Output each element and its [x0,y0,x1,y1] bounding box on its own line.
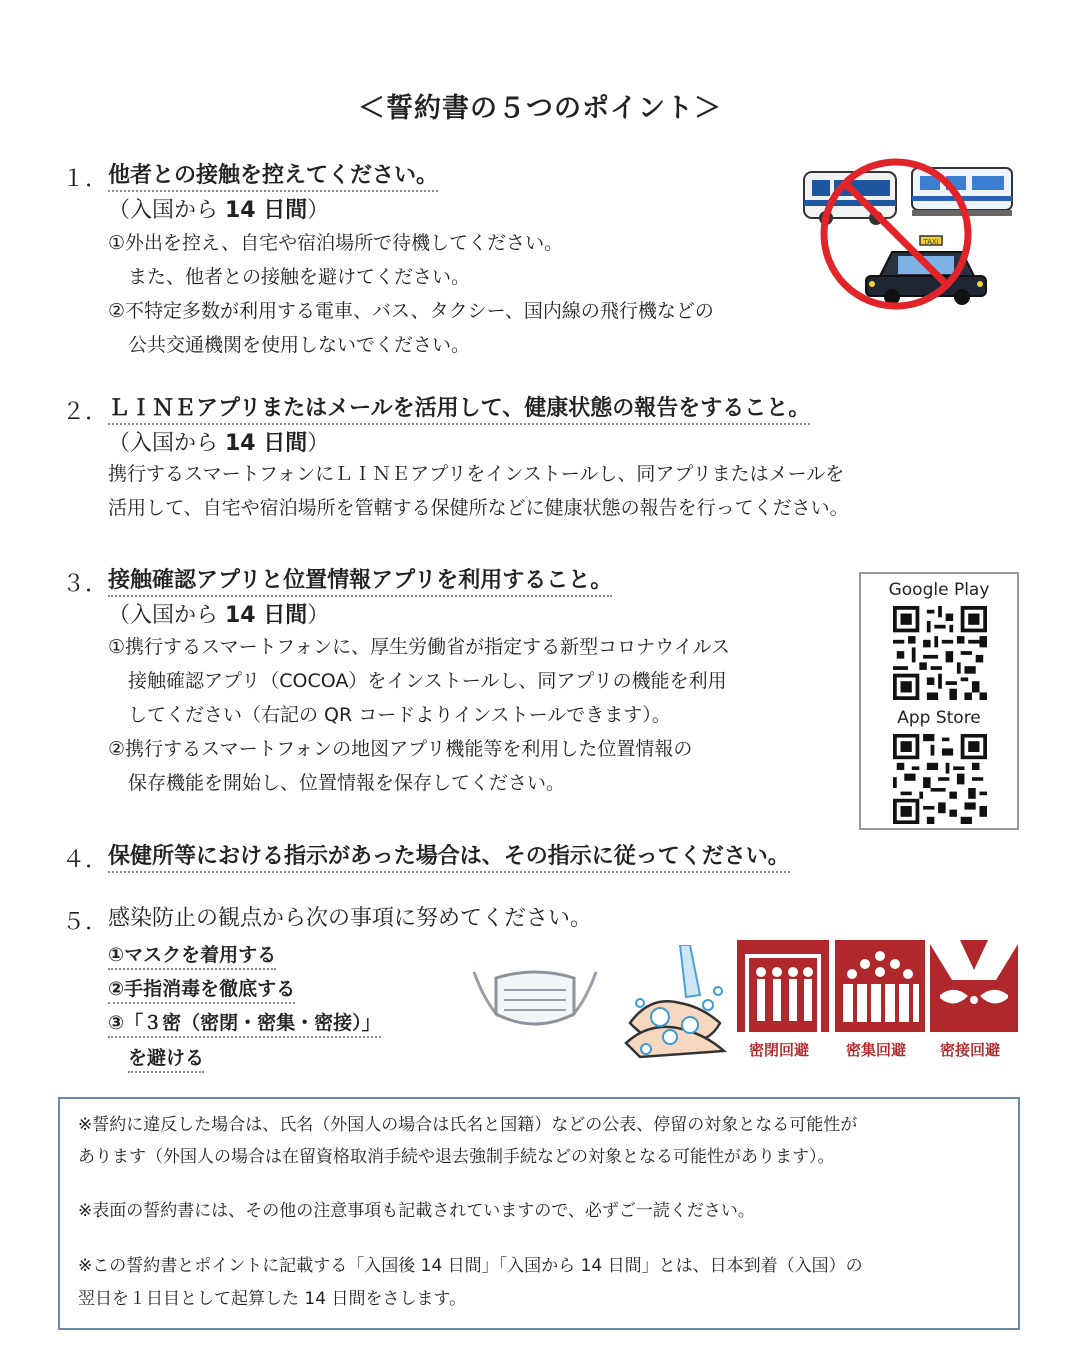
section1-line4: 公共交通機関を使用しないでください。 [128,334,471,356]
notes-panel [58,1097,1020,1330]
section1-line3: ②不特定多数が利用する電車、バス、タクシー、国内線の飛行機などの [108,300,714,322]
page-title: ＜誓約書の５つのポイント＞ [358,93,722,124]
section2-line2: 活用して、自宅や宿泊場所を管轄する保健所などに健康状態の報告を行ってください。 [108,497,849,519]
section3-number: ３． [62,571,108,597]
section2-line1: 携行するスマートフォンにＬＩＮＥアプリをインストールし、同アプリまたはメールを [108,463,845,485]
crowded-place-label: 密集回避 [846,1041,907,1059]
section5-heading: 感染防止の観点から次の事項に努めてください。 [108,906,593,931]
app-store-qr-icon[interactable] [893,734,987,824]
note1-line2: あります（外国人の場合は在留資格取消手続や退去強制手続などの対象となる可能性があります）。 [78,1147,835,1167]
note3-line1: ※この誓約書とポイントに記載する「入国後 14 日間」「入国から 14 日間」とは、日本到着（入国）の [78,1256,863,1276]
section5-number: ５． [62,909,108,935]
section2-number: ２． [62,399,108,425]
section3-line4: ②携行するスマートフォンの地図アプリ機能等を利用した位置情報の [108,738,693,760]
section3-line1: ①携行するスマートフォンに、厚生労働省が指定する新型コロナウイルス [108,636,730,658]
section1-heading: 他者との接触を控えてください。 [108,163,438,192]
closed-space-label: 密閉回避 [749,1041,810,1059]
section2-heading: ＬＩＮＥアプリまたはメールを活用して、健康状態の報告をすること。 [108,396,810,425]
closed-space-icon [737,940,829,1032]
close-contact-label: 密接回避 [940,1041,1001,1059]
google-play-qr-icon[interactable] [893,606,987,700]
section1-line2: また、他者との接触を避けてください。 [128,266,471,288]
section2-period: （入国から 14 日間） [108,431,330,456]
section5-item3: ③「３密（密閉・密集・密接）」 [108,1012,381,1038]
app-store-label: App Store [897,708,981,728]
section1-number: １． [62,166,108,192]
section3-heading: 接触確認アプリと位置情報アプリを利用すること。 [108,568,612,597]
section5-item1: ①マスクを着用する [108,944,276,970]
crowded-place-icon [835,940,925,1032]
google-play-label: Google Play [888,580,990,600]
section3-line2: 接触確認アプリ（COCOA）をインストールし、同アプリの機能を利用 [128,670,727,692]
close-contact-icon [930,940,1018,1032]
section5-item3-cont: を避ける [128,1047,204,1073]
note3-line2: 翌日を１日目として起算した 14 日間をさします。 [78,1289,467,1309]
section1-period: （入国から 14 日間） [108,198,330,223]
section4-heading: 保健所等における指示があった場合は、その指示に従ってください。 [108,844,790,873]
no-public-transport-icon [800,150,1020,320]
mask-icon [470,960,600,1040]
section4-number: ４． [62,847,108,873]
section3-line3: してください（右記の QR コードよりインストールできます）。 [128,704,671,726]
section5-item2: ②手指消毒を徹底する [108,978,295,1004]
section1-line1: ①外出を控え、自宅や宿泊場所で待機してください。 [108,232,564,254]
taxi-sign-text: TAXI [923,239,939,246]
qr-code-panel [859,572,1019,830]
hand-washing-icon [620,945,735,1065]
section3-line5: 保存機能を開始し、位置情報を保存してください。 [128,772,566,794]
note2: ※表面の誓約書には、その他の注意事項も記載されていますので、必ずご一読ください。 [78,1201,755,1221]
section3-period: （入国から 14 日間） [108,603,330,628]
note1-line1: ※誓約に違反した場合は、氏名（外国人の場合は氏名と国籍）などの公表、停留の対象となる可能性が [78,1115,858,1135]
